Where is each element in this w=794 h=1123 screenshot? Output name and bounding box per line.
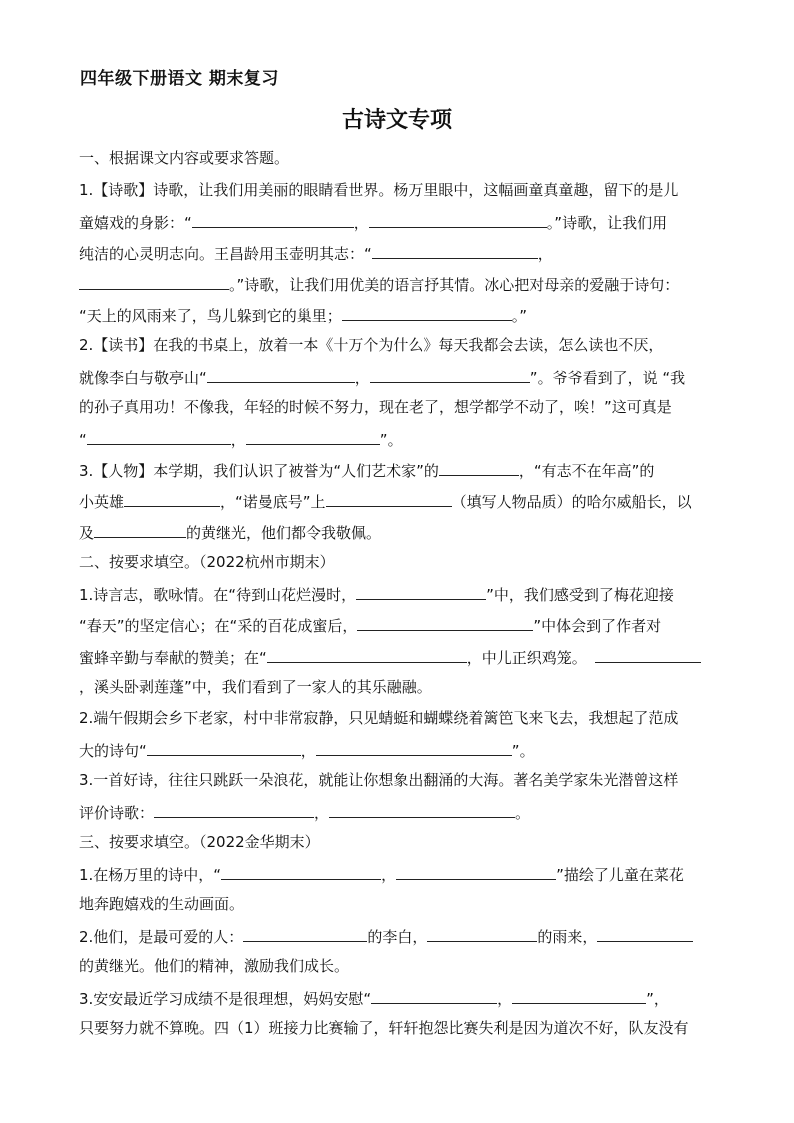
worksheet-header: 四年级下册语文 期末复习	[80, 69, 279, 89]
question-text: ，	[300, 742, 316, 760]
answer-blank[interactable]	[94, 521, 186, 538]
question-text: 。”	[511, 307, 528, 325]
question-text: ，	[381, 866, 397, 884]
question-text: 。”诗歌，让我们用	[546, 214, 668, 232]
question-line: 1.【诗歌】诗歌，让我们用美丽的眼睛看世界。杨万里眼中，这幅画童真童趣，留下的是儿	[79, 181, 679, 199]
question-text: 蜜蜂辛勤与奉献的赞美；在“	[79, 649, 267, 667]
question-text: ”。	[511, 742, 535, 760]
question-text: 2.他们，是最可爱的人：	[79, 928, 244, 946]
answer-blank[interactable]	[427, 925, 537, 942]
question-line	[79, 646, 729, 666]
answer-blank[interactable]	[326, 490, 452, 507]
section-heading: 二、按要求填空。（2022杭州市期末）	[79, 553, 335, 571]
question-line	[79, 863, 729, 883]
section-heading: 一、根据课文内容或要求答题。	[79, 149, 290, 167]
answer-blank[interactable]	[370, 366, 530, 383]
question-line	[79, 304, 729, 324]
answer-blank[interactable]	[439, 459, 519, 476]
question-line: 2.端午假期会乡下老家，村中非常寂静，只见蜻蜓和蝴蝶绕着篱笆飞来飞去，我想起了范成	[79, 709, 679, 727]
answer-blank[interactable]	[372, 242, 538, 259]
question-text: ，	[354, 369, 370, 387]
question-text: ，“诺曼底号”上	[220, 493, 326, 511]
worksheet-title: 古诗文专项	[341, 107, 452, 133]
question-text: ”。	[379, 431, 403, 449]
question-line	[79, 366, 729, 386]
question-line: ，溪头卧剥莲蓬”中，我们看到了一家人的其乐融融。	[79, 678, 432, 696]
answer-blank[interactable]	[329, 801, 515, 818]
question-text: 的黄继光，他们都令我敬佩。	[186, 524, 382, 542]
question-line: 只要努力就不算晚。四（1）班接力比赛输了，轩轩抱怨比赛失利是因为道次不好，队友没有	[79, 1019, 689, 1037]
question-text: ，	[497, 990, 513, 1008]
question-text: 。	[515, 804, 531, 822]
answer-blank[interactable]	[124, 490, 220, 507]
answer-blank[interactable]	[342, 304, 512, 321]
question-line: 3.一首好诗，往往只跳跃一朵浪花，就能让你想象出翻涌的大海。著名美学家朱光潜曾这样	[79, 771, 679, 789]
answer-blank[interactable]	[369, 211, 547, 228]
question-text: （填写人物品质）的哈尔威船长，以	[451, 493, 692, 511]
question-line: 地奔跑嬉戏的生动画面。	[79, 895, 245, 913]
question-text: ”，	[646, 990, 669, 1008]
question-text: ”中体会到了作者对	[533, 617, 662, 635]
question-line: 的孙子真用功！不像我，年轻的时候不努力，现在老了，想学都学不动了，唉！”这可真是	[79, 398, 672, 416]
answer-blank[interactable]	[356, 583, 486, 600]
answer-blank[interactable]	[207, 366, 355, 383]
question-line: 2.【读书】在我的书桌上，放着一本《十万个为什么》每天我都会去读，怎么读也不厌，	[79, 336, 664, 354]
question-text: “	[79, 431, 87, 449]
question-line	[79, 583, 729, 603]
question-text: “天上的风雨来了，鸟儿躲到它的巢里；	[79, 307, 342, 325]
answer-blank[interactable]	[267, 646, 467, 663]
question-line	[79, 459, 729, 479]
question-text: ”中，我们感受到了梅花迎接	[486, 586, 674, 604]
question-text: “春天”的坚定信心；在“采的百花成蜜后，	[79, 617, 358, 635]
question-line	[79, 801, 729, 821]
question-text: ”描绘了儿童在菜花	[556, 866, 684, 884]
question-text: ，	[314, 804, 330, 822]
question-text: 1.在杨万里的诗中，“	[79, 866, 222, 884]
answer-blank[interactable]	[595, 646, 701, 663]
question-line	[79, 273, 729, 293]
question-text: ，	[537, 245, 553, 263]
question-text: 纯洁的心灵明志向。王昌龄用玉壶明其志：“	[79, 245, 372, 263]
question-text: 的李白，	[367, 928, 428, 946]
question-text: 及	[79, 524, 95, 542]
answer-blank[interactable]	[396, 863, 556, 880]
question-line	[79, 987, 729, 1007]
question-line	[79, 925, 729, 945]
answer-blank[interactable]	[243, 925, 367, 942]
question-line	[79, 739, 729, 759]
question-text: 。”诗歌，让我们用优美的语言抒其情。冰心把对母亲的爱融于诗句：	[229, 276, 680, 294]
answer-blank[interactable]	[316, 739, 512, 756]
question-line	[79, 490, 729, 510]
answer-blank[interactable]	[192, 211, 354, 228]
question-text: 就像李白与敬亭山“	[79, 369, 207, 387]
answer-blank[interactable]	[79, 273, 229, 290]
question-text: ，中儿正织鸡笼。	[466, 649, 587, 667]
question-line: 的黄继光。他们的精神，激励我们成长。	[79, 957, 350, 975]
question-text: ，“有志不在年高”的	[518, 462, 655, 480]
question-text: ，	[230, 431, 246, 449]
question-line	[79, 428, 729, 448]
answer-blank[interactable]	[357, 614, 533, 631]
answer-blank[interactable]	[87, 428, 231, 445]
answer-blank[interactable]	[154, 801, 314, 818]
question-text: ”。爷爷看到了，说 “我	[529, 369, 686, 387]
question-text: 的雨来，	[537, 928, 598, 946]
question-text: 小英雄	[79, 493, 125, 511]
answer-blank[interactable]	[371, 987, 497, 1004]
answer-blank[interactable]	[246, 428, 380, 445]
answer-blank[interactable]	[512, 987, 646, 1004]
section-heading: 三、按要求填空。（2022金华期末）	[79, 833, 320, 851]
answer-blank[interactable]	[597, 925, 693, 942]
question-text: 童嬉戏的身影：“	[79, 214, 192, 232]
question-text: 1.诗言志，歌咏情。在“待到山花烂漫时，	[79, 586, 357, 604]
question-text: 3.【人物】本学期，我们认识了被誉为“人们艺术家”的	[79, 462, 439, 480]
question-text: 3.安安最近学习成绩不是很理想，妈妈安慰“	[79, 990, 372, 1008]
answer-blank[interactable]	[147, 739, 301, 756]
answer-blank[interactable]	[221, 863, 381, 880]
question-line	[79, 521, 729, 541]
question-line	[79, 242, 729, 262]
question-text: 大的诗句“	[79, 742, 147, 760]
question-line	[79, 614, 729, 634]
question-line	[79, 211, 729, 231]
question-text: 评价诗歌：	[79, 804, 155, 822]
question-text: ，	[353, 214, 369, 232]
